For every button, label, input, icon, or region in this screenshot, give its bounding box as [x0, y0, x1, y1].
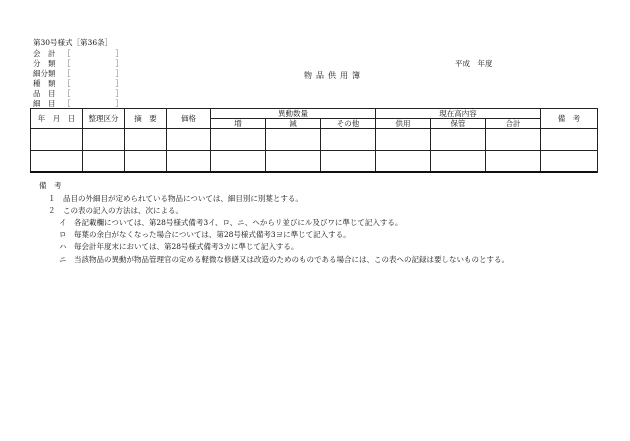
col-in-use-header: 供用 — [376, 119, 431, 129]
header-field-label: 細 目 — [33, 99, 56, 108]
era-year: 平成 年度 — [455, 59, 493, 68]
table-header-row — [31, 109, 598, 119]
table-cell[interactable] — [125, 151, 167, 173]
header-field-bracket: ［ ］ — [63, 99, 123, 108]
note-item: イ 各記載欄については、第28号様式備考3イ、ロ、ニ、ヘからリ並びにル及びワに準じて記入する。 — [59, 218, 403, 227]
note-item: ニ 当該物品の異動が物品管理官の定める軽微な修繕又は改造のためのものである場合には、この表への記録は要しないものとする。 — [59, 255, 509, 264]
note-item: １ 品目の外細目が定められている物品については、細目別に別葉とする。 — [48, 194, 303, 203]
header-field-bracket: ［ ］ — [63, 69, 123, 78]
page-title: 物品供用簿 — [304, 71, 364, 80]
header-field-label: 種 類 — [33, 79, 56, 88]
header-field-label: 細分類 — [33, 69, 56, 78]
group-change-header: 異動数量 — [211, 109, 376, 119]
table-cell[interactable] — [486, 129, 541, 151]
table-cell[interactable] — [321, 129, 376, 151]
table-cell[interactable] — [541, 151, 598, 173]
table-cell[interactable] — [266, 151, 321, 173]
table-cell[interactable] — [431, 151, 486, 173]
table-cell[interactable] — [31, 151, 83, 173]
table-row — [31, 129, 598, 151]
table-cell[interactable] — [83, 129, 125, 151]
table-cell[interactable] — [321, 151, 376, 173]
header-field-bracket: ［ ］ — [63, 79, 123, 88]
col-other-header: その他 — [321, 119, 376, 129]
col-decrease-header: 減 — [266, 119, 321, 129]
header-field-label: 品 目 — [33, 89, 56, 98]
table-cell[interactable] — [83, 151, 125, 173]
table-cell[interactable] — [211, 129, 266, 151]
table-cell[interactable] — [541, 129, 598, 151]
group-current-header: 現在高内容 — [376, 109, 541, 119]
col-date-header: 年 月 日 — [31, 109, 83, 129]
table-cell[interactable] — [486, 151, 541, 173]
note-item: ハ 毎会計年度末においては、第28号様式備考3カに準じて記入する。 — [59, 242, 299, 251]
header-field-label: 会 計 — [33, 49, 56, 58]
header-field-bracket: ［ ］ — [63, 59, 123, 68]
table-row — [31, 151, 598, 173]
note-item: ２ この表の記入の方法は、次による。 — [48, 206, 183, 215]
col-storage-header: 保管 — [431, 119, 486, 129]
col-total-header: 合計 — [486, 119, 541, 129]
table-cell[interactable] — [376, 151, 431, 173]
header-field-bracket: ［ ］ — [63, 49, 123, 58]
col-increase-header: 増 — [211, 119, 266, 129]
notes-heading: 備 考 — [39, 181, 62, 190]
col-summary-header: 摘 要 — [125, 109, 167, 129]
col-price-header: 価格 — [167, 109, 211, 129]
table-bottom-rule — [30, 171, 597, 173]
col-category-header: 整理区分 — [83, 109, 125, 129]
table-cell[interactable] — [431, 129, 486, 151]
ledger-table — [30, 108, 598, 173]
table-cell[interactable] — [211, 151, 266, 173]
table-cell[interactable] — [167, 151, 211, 173]
table-cell[interactable] — [376, 129, 431, 151]
table-cell[interactable] — [31, 129, 83, 151]
header-field-bracket: ［ ］ — [63, 89, 123, 98]
form-number: 第30号様式［第36条］ — [33, 38, 113, 47]
header-field-label: 分 類 — [33, 59, 56, 68]
table-cell[interactable] — [266, 129, 321, 151]
table-cell[interactable] — [125, 129, 167, 151]
note-item: ロ 毎葉の余白がなくなった場合については、第28号様式備考3ヨに準じて記入する。 — [59, 230, 351, 239]
col-remarks-header: 備 考 — [541, 109, 598, 129]
table-cell[interactable] — [167, 129, 211, 151]
